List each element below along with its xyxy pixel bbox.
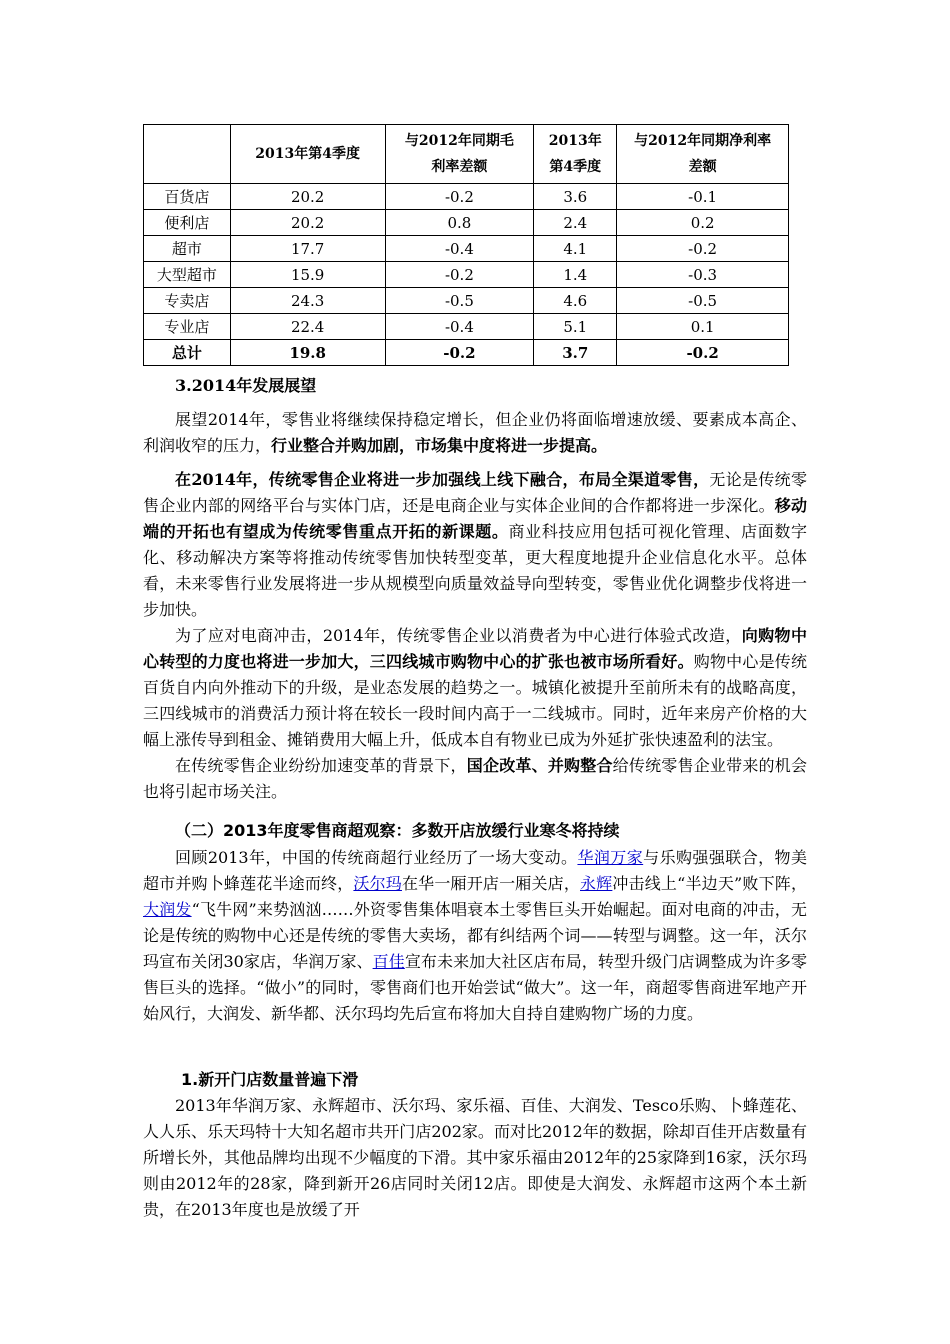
link-china-resources-vanguard[interactable]: 华润万家 xyxy=(577,848,644,867)
table-row xyxy=(144,262,789,288)
table-header-cell: 2013年第4季度 xyxy=(534,125,617,184)
cell: 19.8 xyxy=(230,340,385,366)
cell: -0.2 xyxy=(617,340,789,366)
table-total-row xyxy=(144,340,789,366)
row-label: 便利店 xyxy=(144,210,231,236)
paragraph: 回顾2013年，中国的传统商超行业经历了一场大变动。华润万家与乐购强强联合，物美超市并购卜蜂莲花半途而终，沃尔玛在华一厢开店一厢关店，永辉冲击线上“半边天”败下阵，大润发“飞牛网”来势汹汹……外资零售集体唱衰本土零售巨头开始崛起。面对电商的冲击，无论是传统的购物中心还是传统的零售大卖场，都有纠结两个词——转型与调整。这一年，沃尔玛宣布关闭30家店，华润万家、百佳宣布未来加大社区店布局，转型升级门店调整成为许多零售巨头的选择。“做小”的同时，零售商们也开始尝试“做大”。这一年，商超零售商进军地产开始风行，大润发、新华都、沃尔玛均先后宣布将加大自持自建购物广场的力度。 xyxy=(143,848,807,1023)
paragraph: 在2014年，传统零售企业将进一步加强线上线下融合，布局全渠道零售，无论是传统零售企业内部的网络平台与实体门店，还是电商企业与实体企业间的合作都将进一步深化。移动端的开拓也有望成为传统零售重点开拓的新课题。商业科技应用包括可视化管理、店面数字化、移动解决方案等将推动传统零售加快转型变革，更大程度地提升企业信息化水平。总体看，未来零售行业发展将进一步从规模型向质量效益导向型转变，零售业优化调整步伐将进一步加快。 xyxy=(143,470,807,619)
link-walmart[interactable]: 沃尔玛 xyxy=(353,874,402,893)
cell: -0.2 xyxy=(385,262,534,288)
cell: 15.9 xyxy=(230,262,385,288)
cell: -0.2 xyxy=(617,236,789,262)
row-label: 百货店 xyxy=(144,184,231,210)
link-yonghui[interactable]: 永辉 xyxy=(580,874,613,893)
table-row xyxy=(144,288,789,314)
paragraph: 为了应对电商冲击，2014年，传统零售企业以消费者为中心进行体验式改造，向购物中心转型的力度也将进一步加大，三四线城市购物中心的扩张也被市场所看好。购物中心是传统百货自内向外推动下的升级，是业态发展的趋势之一。城镇化被提升至前所未有的战略高度，三四线城市的消费活力预计将在较长一段时间内高于一二线城市。同时，近年来房产价格的大幅上涨传导到租金、摊销费用大幅上升，低成本自有物业已成为外延扩张快速盈利的法宝。 xyxy=(143,626,807,749)
table-row xyxy=(144,184,789,210)
paragraph: 在传统零售企业纷纷加速变革的背景下，国企改革、并购整合给传统零售企业带来的机会也将引起市场关注。 xyxy=(143,756,807,801)
cell: 20.2 xyxy=(230,210,385,236)
cell: 4.1 xyxy=(534,236,617,262)
cell: -0.1 xyxy=(617,184,789,210)
cell: -0.3 xyxy=(617,262,789,288)
cell: 3.7 xyxy=(534,340,617,366)
cell: 5.1 xyxy=(534,314,617,340)
table-header-row xyxy=(144,125,789,184)
cell: -0.4 xyxy=(385,314,534,340)
table-row xyxy=(144,314,789,340)
table-header-cell xyxy=(144,125,231,184)
cell: 2.4 xyxy=(534,210,617,236)
paragraph: 展望2014年，零售业将继续保持稳定增长，但企业仍将面临增速放缓、要素成本高企、利润收窄的压力，行业整合并购加剧，市场集中度将进一步提高。 xyxy=(143,410,807,455)
section-heading-outlook: 3.2014年发展展望 xyxy=(175,376,317,395)
section-heading-new-stores: 1.新开门店数量普遍下滑 xyxy=(181,1070,359,1089)
outlook-body xyxy=(143,407,807,805)
cell: 0.1 xyxy=(617,314,789,340)
cell: -0.5 xyxy=(385,288,534,314)
row-label: 大型超市 xyxy=(144,262,231,288)
retail-margin-table xyxy=(143,124,789,366)
cell: 0.8 xyxy=(385,210,534,236)
table-header-cell: 与2012年同期毛利率差额 xyxy=(385,125,534,184)
link-rt-mart[interactable]: 大润发 xyxy=(143,900,192,919)
cell: 24.3 xyxy=(230,288,385,314)
cell: 0.2 xyxy=(617,210,789,236)
cell: 17.7 xyxy=(230,236,385,262)
table-row xyxy=(144,210,789,236)
paragraph: 2013年华润万家、永辉超市、沃尔玛、家乐福、百佳、大润发、Tesco乐购、卜蜂莲花、人人乐、乐天玛特十大知名超市共开门店202家。而对比2012年的数据，除却百佳开店数量有所增长外，其他品牌均出现不少幅度的下滑。其中家乐福由2012年的25家降到16家，沃尔玛则由2012年的28家，降到新开26店同时关闭12店。即使是大润发、永辉超市这两个本土新贵，在2013年度也是放缓了开 xyxy=(143,1096,807,1219)
table-header-cell: 2013年第4季度 xyxy=(230,125,385,184)
retail-observation-body xyxy=(143,845,807,1027)
row-label: 总计 xyxy=(144,340,231,366)
link-parknshop[interactable]: 百佳 xyxy=(372,952,405,971)
row-label: 超市 xyxy=(144,236,231,262)
row-label: 专卖店 xyxy=(144,288,231,314)
row-label: 专业店 xyxy=(144,314,231,340)
cell: -0.5 xyxy=(617,288,789,314)
cell: -0.2 xyxy=(385,340,534,366)
cell: 1.4 xyxy=(534,262,617,288)
table-row xyxy=(144,236,789,262)
new-stores-body xyxy=(143,1093,807,1223)
table-header-cell: 与2012年同期净利率差额 xyxy=(617,125,789,184)
section-heading-retail-observation: （二）2013年度零售商超观察：多数开店放缓行业寒冬将持续 xyxy=(175,821,620,840)
cell: 20.2 xyxy=(230,184,385,210)
cell: -0.2 xyxy=(385,184,534,210)
cell: 4.6 xyxy=(534,288,617,314)
cell: 3.6 xyxy=(534,184,617,210)
cell: -0.4 xyxy=(385,236,534,262)
cell: 22.4 xyxy=(230,314,385,340)
